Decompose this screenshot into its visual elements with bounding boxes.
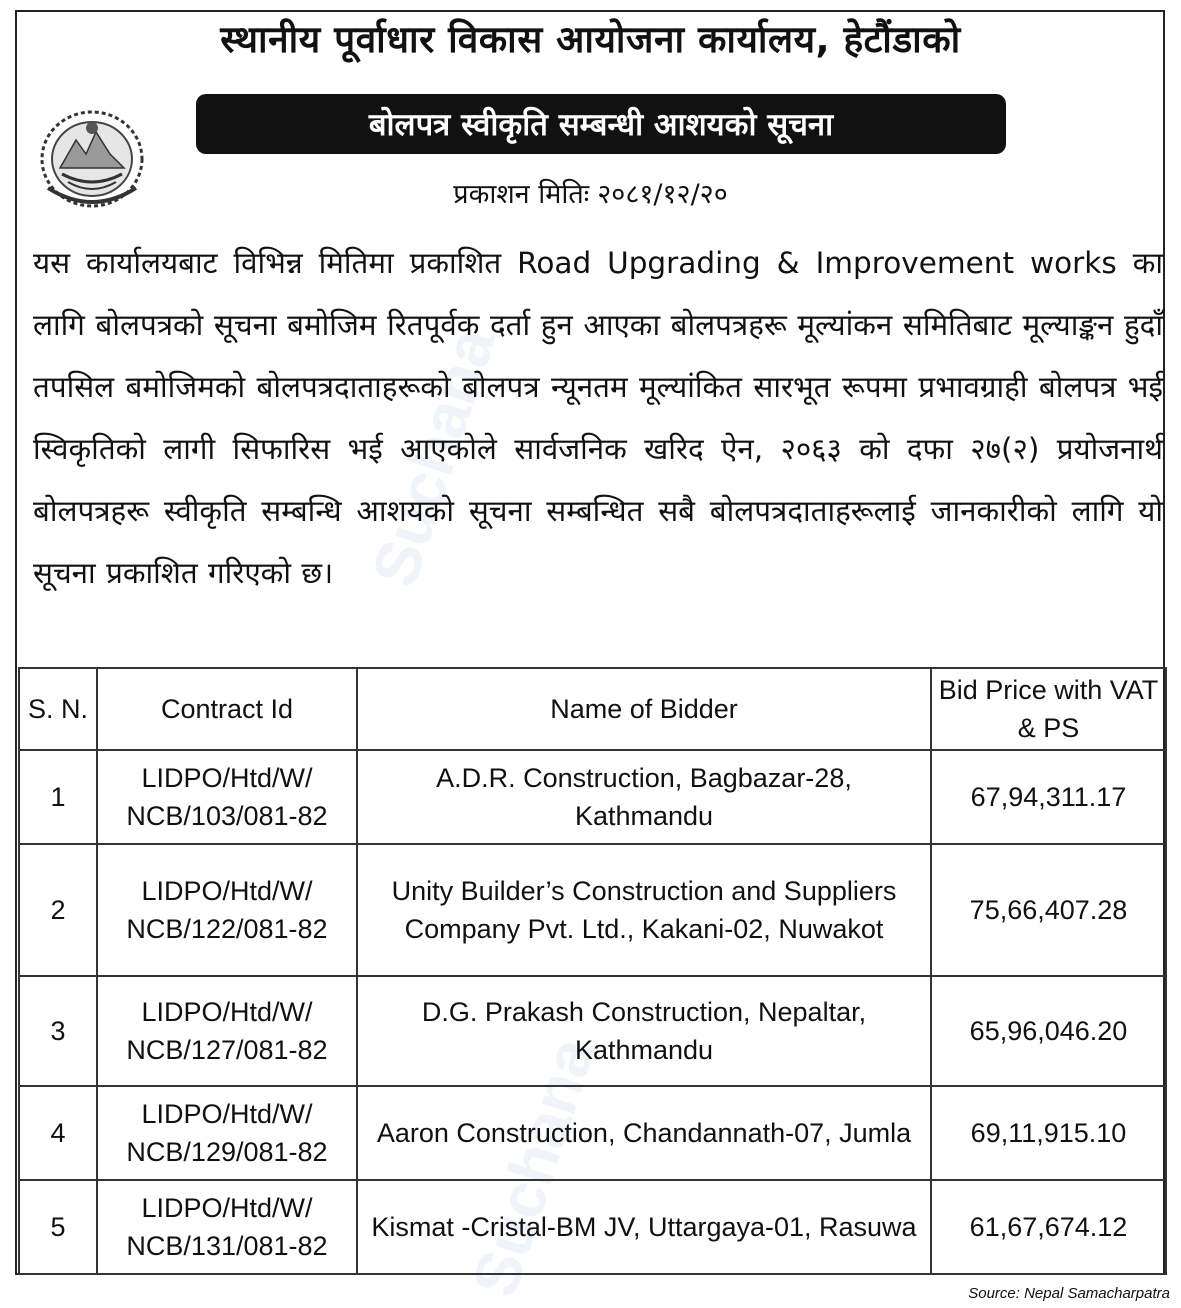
table-row bbox=[19, 844, 1166, 976]
table-row bbox=[19, 1180, 1166, 1274]
contract-id-line1: LIDPO/Htd/W/ bbox=[141, 997, 313, 1027]
watermark: Suchana bbox=[357, 319, 509, 595]
cell-sn: 3 bbox=[19, 976, 97, 1086]
header-contract-id: Contract Id bbox=[97, 668, 357, 750]
bids-table bbox=[18, 667, 1167, 1275]
cell-sn: 2 bbox=[19, 844, 97, 976]
office-title: स्थानीय पूर्वाधार विकास आयोजना कार्यालय, हेटौंडाको bbox=[220, 18, 961, 61]
cell-bidder: Aaron Construction, Chandannath-07, Jumla bbox=[357, 1086, 931, 1180]
publication-date bbox=[0, 174, 1181, 211]
contract-id-line2: NCB/129/081-82 bbox=[126, 1137, 328, 1167]
header-bidder: Name of Bidder bbox=[357, 668, 931, 750]
cell-contract-id bbox=[97, 750, 357, 844]
table-row bbox=[19, 750, 1166, 844]
table-row bbox=[19, 1086, 1166, 1180]
contract-id-line2: NCB/131/081-82 bbox=[126, 1231, 328, 1261]
cell-bidder: A.D.R. Construction, Bagbazar-28, Kathmandu bbox=[357, 750, 931, 844]
contract-id-line2: NCB/127/081-82 bbox=[126, 1035, 328, 1065]
header-sn: S. N. bbox=[19, 668, 97, 750]
watermark: Suchana bbox=[457, 1029, 609, 1305]
publication-date-label: प्रकाशन मितिः bbox=[453, 179, 590, 210]
contract-id-line2: NCB/103/081-82 bbox=[126, 801, 328, 831]
cell-sn: 4 bbox=[19, 1086, 97, 1180]
contract-id-line1: LIDPO/Htd/W/ bbox=[141, 876, 313, 906]
cell-bid-price: 75,66,407.28 bbox=[931, 844, 1166, 976]
cell-contract-id bbox=[97, 844, 357, 976]
cell-bid-price: 65,96,046.20 bbox=[931, 976, 1166, 1086]
cell-bid-price: 61,67,674.12 bbox=[931, 1180, 1166, 1274]
source-credit: Source: Nepal Samacharpatra bbox=[968, 1285, 1170, 1302]
cell-contract-id bbox=[97, 1180, 357, 1274]
cell-sn: 1 bbox=[19, 750, 97, 844]
notice-banner bbox=[196, 94, 1006, 154]
cell-bidder: Unity Builder’s Construction and Suppliers Company Pvt. Ltd., Kakani-02, Nuwakot bbox=[357, 844, 931, 976]
banner-text: बोलपत्र स्वीकृति सम्बन्धी आशयको सूचना bbox=[368, 107, 834, 143]
notice-body: यस कार्यालयबाट विभिन्न मितिमा प्रकाशित Road Upgrading & Improvement works का लागि बोलपत्रको सूचना बमोजिम रितपूर्वक दर्ता हुन आएका बोलपत्रहरू मूल्यांकन समितिबाट मूल्याङ्कन हुदाँ तपसिल बमोजिमको बोलपत्रदाताहरूको बोलपत्र न्यूनतम मूल्यांकित सारभूत रूपमा प्रभावग्राही बोलपत्र भई स्विकृतिको लागी सिफारिस भई आएकोले सार्वजनिक खरिद ऐन, २०६३ को दफा २७(२) प्रयोजनार्थ बोलपत्रहरू स्वीकृति सम्बन्धि आशयको सूचना सम्बन्धित सबै बोलपत्रदाताहरूलाई जानकारीको लागि यो सूचना प्रकाशित गरिएको छ। bbox=[33, 246, 1163, 590]
contract-id-line1: LIDPO/Htd/W/ bbox=[141, 763, 313, 793]
cell-bid-price: 69,11,915.10 bbox=[931, 1086, 1166, 1180]
header-bid-price: Bid Price with VAT & PS bbox=[931, 668, 1166, 750]
table-row bbox=[19, 976, 1166, 1086]
cell-contract-id bbox=[97, 1086, 357, 1180]
table-header-row bbox=[19, 668, 1166, 750]
cell-bid-price: 67,94,311.17 bbox=[931, 750, 1166, 844]
publication-date-value: २०८१/१२/२० bbox=[597, 179, 728, 210]
contract-id-line1: LIDPO/Htd/W/ bbox=[141, 1193, 313, 1223]
cell-contract-id bbox=[97, 976, 357, 1086]
cell-bidder: D.G. Prakash Construction, Nepaltar, Kathmandu bbox=[357, 976, 931, 1086]
cell-sn: 5 bbox=[19, 1180, 97, 1274]
contract-id-line1: LIDPO/Htd/W/ bbox=[141, 1099, 313, 1129]
contract-id-line2: NCB/122/081-82 bbox=[126, 914, 328, 944]
cell-bidder: Kismat -Cristal-BM JV, Uttargaya-01, Rasuwa bbox=[357, 1180, 931, 1274]
